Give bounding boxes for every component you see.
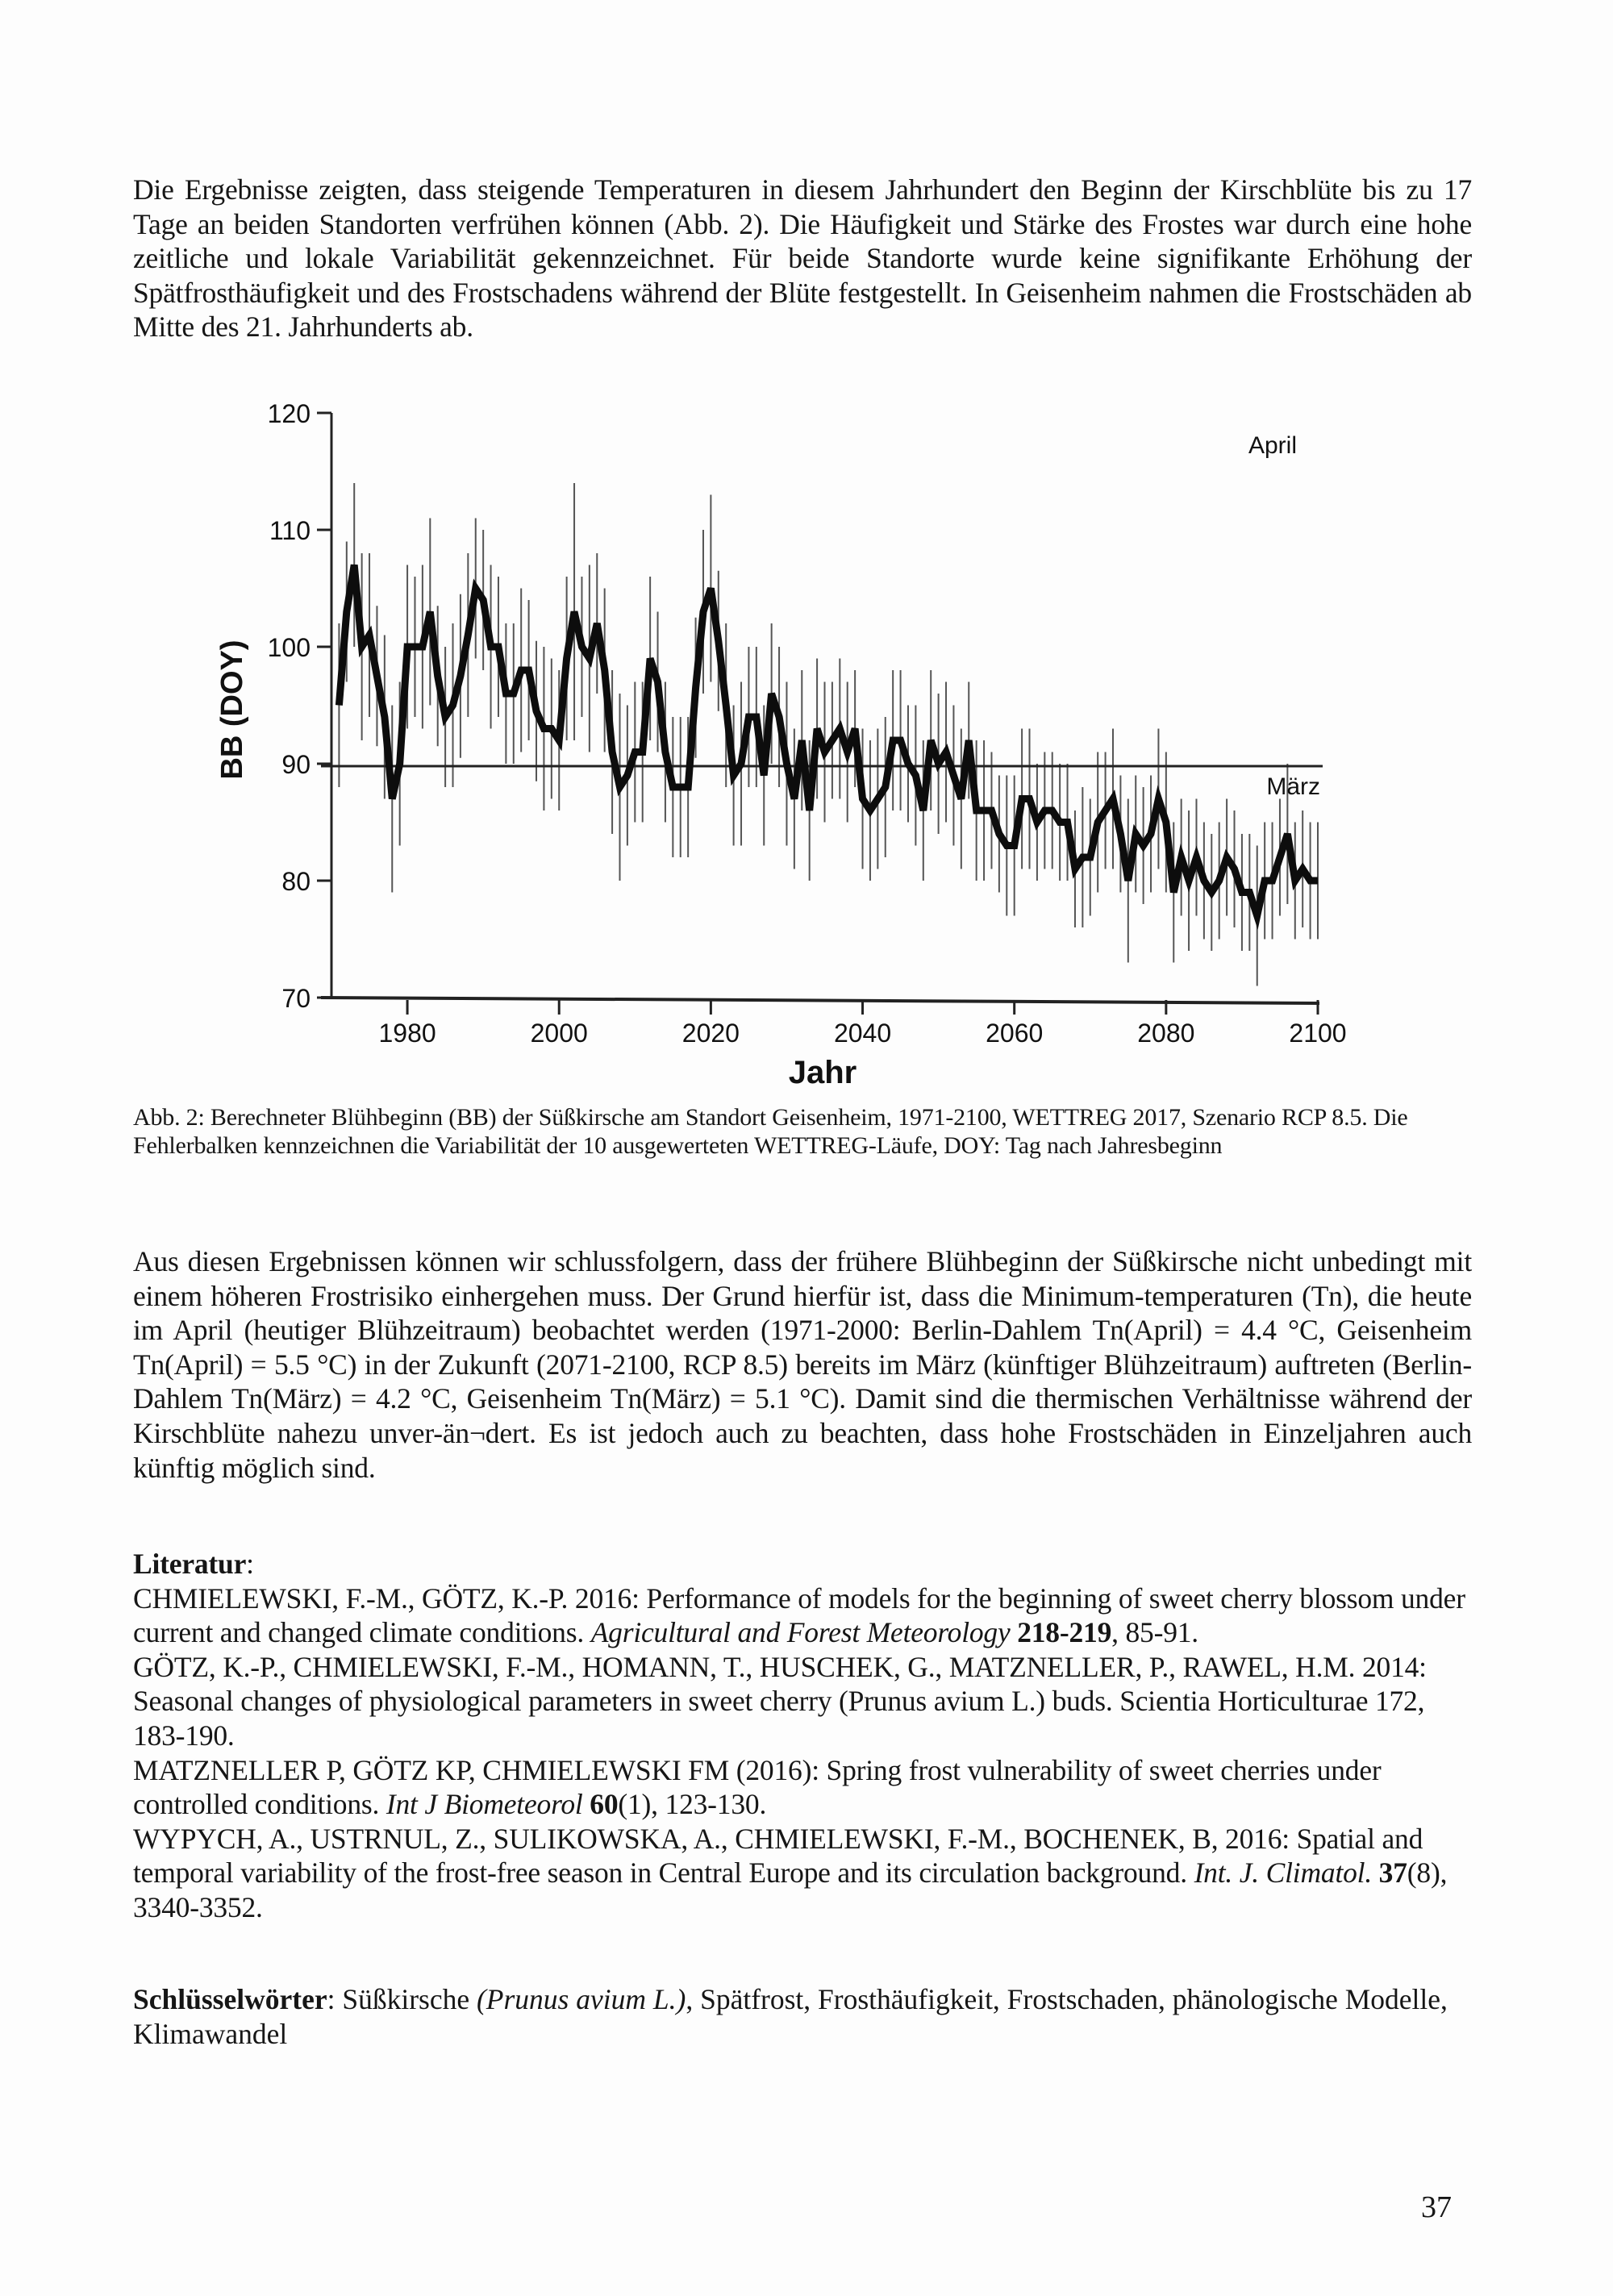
keywords-text: Süßkirsche — [342, 1983, 477, 2015]
keywords — [133, 1982, 1472, 2051]
reference-pages: (1), 123-130. — [618, 1788, 767, 1821]
x-tick-label: 2040 — [833, 1019, 892, 1048]
x-tick-label: 2000 — [530, 1019, 588, 1048]
keywords-colon: : — [327, 1983, 343, 2015]
y-axis — [268, 399, 331, 1013]
x-tick-label: 2060 — [986, 1019, 1044, 1048]
reference-3 — [133, 1753, 1472, 1822]
reference-journal: Agricultural and Forest Meteorology — [590, 1616, 1011, 1649]
y-tick-label: 110 — [269, 516, 311, 545]
reference-volume: 37 — [1372, 1856, 1407, 1890]
reference-journal: Int. J. Climatol. — [1194, 1856, 1372, 1890]
x-tick-label: 2020 — [681, 1019, 740, 1048]
figure-caption: Abb. 2: Berechneter Blühbeginn (BB) der Süßkirsche am Standort Geisenheim, 1971-2100, WETTREG 2017, Szenario RCP 8.5. Die Fehlerbalken kennzeichnen die Variabilität der 10 ausgewerteten WETTREG-Läufe, DOY: Tag nach Jahresbeginn — [133, 1104, 1408, 1159]
y-tick-label: 90 — [281, 750, 311, 779]
reference-2 — [133, 1650, 1472, 1753]
x-axis — [321, 998, 1347, 1048]
reference-text: MATZNELLER P, GÖTZ KP, CHMIELEWSKI FM (2016): Spring frost vulnerability of sweet cherries under controlled conditions. — [133, 1753, 1382, 1821]
y-axis-label: BB (DOY) — [215, 640, 249, 780]
reference-text: GÖTZ, K.-P., CHMIELEWSKI, F.-M., HOMANN, T., HUSCHEK, G., MATZNELLER, P., RAWEL, H.M. 2014: Seasonal changes of physiological parameters in sweet cherry (Prunus avium L.) buds. Scientia Horticulturae 172, 183-190. — [133, 1650, 1427, 1752]
paragraph-results-text: Die Ergebnisse zeigten, dass steigende Temperaturen in diesem Jahrhundert den Beginn der Kirschblüte bis zu 17 Tage an beiden Standorten verfrühen können (Abb. 2). Die Häufigkeit und Stärke des Frostes war durch eine hohe zeitliche und lokale Variabilität gekennzeichnet. Für beide Standorte wurde keine signifikante Erhöhung der Spätfrosthäufigkeit und des Frostschadens während der Blüte festgestellt. In Geisenheim nahmen die Frostschäden ab Mitte des 21. Jahrhunderts ab. — [133, 173, 1472, 344]
paragraph-conclusion — [133, 1244, 1472, 1485]
paragraph-results — [133, 173, 1472, 344]
reference-volume: 60 — [582, 1788, 619, 1821]
april-label: April — [1248, 432, 1297, 459]
y-tick-label: 120 — [267, 399, 311, 428]
reference-1 — [133, 1581, 1472, 1650]
figure-2-chart — [0, 0, 1613, 1105]
data-line — [339, 565, 1318, 916]
x-tick-label: 2100 — [1289, 1019, 1347, 1048]
y-tick-label: 100 — [267, 633, 311, 662]
y-tick-label: 80 — [281, 867, 311, 896]
paragraph-conclusion-text: Aus diesen Ergebnissen können wir schlussfolgern, dass der frühere Blühbeginn der Süßkirsche nicht unbedingt mit einem höheren Frostrisiko einhergehen muss. Der Grund hierfür ist, dass die Minimum-temperaturen (Tn), die heute im April (heutiger Blühzeitraum) beobachtet werden (1971-2000: Berlin-Dahlem Tn(April) = 4.4 °C, Geisenheim Tn(April) = 5.5 °C) in der Zukunft (2071-2100, RCP 8.5) bereits im März (künftiger Blühzeitraum) auftreten (Berlin-Dahlem Tn(März) = 4.2 °C, Geisenheim Tn(März) = 5.1 °C). Damit sind die thermischen Verhältnisse während der Kirschblüte nahezu unver-än¬dert. Es ist jedoch auch zu beachten, dass hohe Frostschäden in Einzeljahren auch künftig möglich sind. — [133, 1245, 1472, 1484]
error-bars — [339, 483, 1318, 986]
reference-4 — [133, 1822, 1472, 1925]
literature-heading — [133, 1547, 1472, 1581]
y-tick-label: 70 — [281, 984, 311, 1013]
reference-text: CHMIELEWSKI, F.-M., GÖTZ, K.-P. 2016: Performance of models for the beginning of sweet cherry blossom under current and changed climate conditions. — [133, 1581, 1465, 1649]
x-tick-label: 1980 — [378, 1019, 436, 1048]
keywords-species: (Prunus avium L.) — [476, 1983, 686, 2015]
x-tick-label: 2080 — [1137, 1019, 1195, 1048]
page-number: 37 — [1421, 2190, 1452, 2224]
reference-volume: 218-219 — [1010, 1616, 1112, 1649]
reference-pages: , 85-91. — [1111, 1616, 1198, 1649]
keywords-label: Schlüsselwörter — [133, 1983, 327, 2015]
literature-heading-colon: : — [246, 1548, 254, 1580]
reference-pages: (8), 3340-3352. — [133, 1856, 1448, 1923]
literature-section — [133, 1547, 1472, 1925]
literature-heading-text: Literatur — [133, 1548, 247, 1580]
keywords-rest: , Spätfrost, Frosthäufigkeit, Frostschaden, phänologische Modelle, Klimawandel — [133, 1983, 1448, 2050]
maerz-label: März — [1266, 773, 1320, 800]
x-axis-label: Jahr — [788, 1055, 857, 1090]
reference-journal: Int J Biometeorol — [386, 1788, 583, 1821]
reference-text: WYPYCH, A., USTRNUL, Z., SULIKOWSKA, A., CHMIELEWSKI, F.-M., BOCHENEK, B, 2016: Spatial and temporal variability of the frost-free season in Central Europe and its circulation background. — [133, 1822, 1423, 1890]
